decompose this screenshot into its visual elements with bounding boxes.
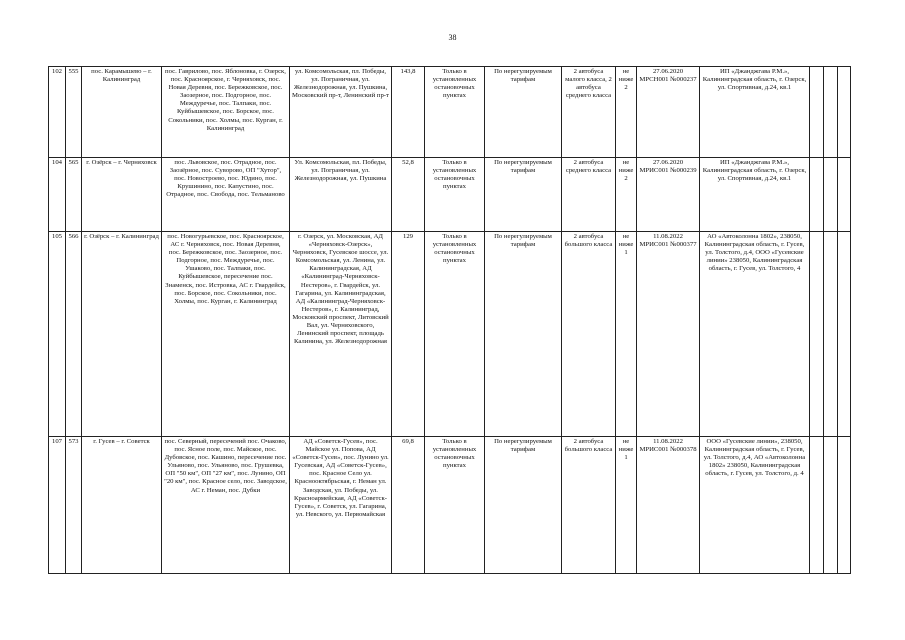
table-row bbox=[49, 232, 851, 437]
boarding-order: Только в установленных остановочных пунктах bbox=[425, 437, 485, 574]
streets: Ул. Комсомольская, пл. Победы, ул. Пограничная, ул. Железнодорожная, ул. Пушкина bbox=[290, 158, 392, 232]
empty-cell bbox=[838, 232, 851, 437]
certificate: 11.08.2022 МРИС001 №000377 bbox=[637, 232, 700, 437]
row-number: 105 bbox=[49, 232, 66, 437]
empty-cell bbox=[838, 158, 851, 232]
route-number: 565 bbox=[66, 158, 82, 232]
row-number: 107 bbox=[49, 437, 66, 574]
row-number: 104 bbox=[49, 158, 66, 232]
eco-class: не ниже 2 bbox=[616, 158, 637, 232]
intermediate-stops: пос. Новогурьевское, пос. Красноярское, АС г. Черняховск, пос. Новая Деревня, пос. Бережковское, пос. Заозерное, пос. Подгорное, пос. Междуречье, пос. Ушаково, пос. Талпаки, пос. Куйбышевское, пересечение пос. Знаменск, пос. Истровка, АС г. Гвардейск, пос. Борское, пос. Сокольники, пос. Холмы, пос. Курган, г. Калининград bbox=[162, 232, 290, 437]
carrier: АО «Автоколонна 1802», 238050, Калининградская область, г. Гусев, ул. Толстого, д.4, ООО «Гусевские линии» 238050, Калининградская область, г. Гусев, ул. Толстого, 4 bbox=[700, 232, 810, 437]
boarding-order: Только в установленных остановочных пунктах bbox=[425, 158, 485, 232]
route-name: пос. Карамышево – г. Калининград bbox=[82, 67, 162, 158]
empty-cell bbox=[824, 232, 838, 437]
vehicle-types: 2 автобуса малого класса, 2 автобуса среднего класса bbox=[562, 67, 616, 158]
vehicle-types: 2 автобуса большого класса bbox=[562, 232, 616, 437]
vehicle-types: 2 автобуса большого класса bbox=[562, 437, 616, 574]
routes-table bbox=[48, 66, 851, 574]
empty-cell bbox=[824, 158, 838, 232]
certificate: 27.06.2020 МРИС001 №000239 bbox=[637, 158, 700, 232]
certificate: 27.06.2020 МРСН001 №000237 bbox=[637, 67, 700, 158]
table-row bbox=[49, 158, 851, 232]
eco-class: не ниже 1 bbox=[616, 437, 637, 574]
streets: АД «Советск-Гусев», пос. Майское ул. Попова, АД «Советск-Гусев», пос. Лунино ул. Гусевская, АД «Советск-Гусев», пос. Красное Село ул. Краснооктябрьская, г. Неман ул. Заводская, ул. Победы, ул. Красноармейская, АД «Советск-Гусев», г. Советск, ул. Гагарина, ул. Невского, ул. Первомайская bbox=[290, 437, 392, 574]
certificate: 11.08.2022 МРИС001 №000378 bbox=[637, 437, 700, 574]
empty-cell bbox=[824, 437, 838, 574]
tariff-type: По нерегулируемым тарифам bbox=[485, 67, 562, 158]
empty-cell bbox=[810, 437, 824, 574]
intermediate-stops: пос. Львовское, пос. Отрадное, пос. Заозёрное, пос. Суворово, ОП "Хутор", пос. Новостроево, пос. Юдино, пос. Крушинино, пос. Капустино, пос. Отрадное, пос. Свобода, пос. Тельманово bbox=[162, 158, 290, 232]
empty-cell bbox=[838, 437, 851, 574]
streets: ул. Комсомольская, пл. Победы, ул. Пограничная, ул. Железнодорожная, ул. Пушкина, Московский пр-т, Ленинский пр-т bbox=[290, 67, 392, 158]
route-length: 129 bbox=[392, 232, 425, 437]
empty-cell bbox=[810, 67, 824, 158]
eco-class: не ниже 2 bbox=[616, 67, 637, 158]
carrier: ИП «Джанджгава Р.М.», Калининградская область, г. Озерск, ул. Спортивная, д.24, кв.1 bbox=[700, 158, 810, 232]
route-length: 52,8 bbox=[392, 158, 425, 232]
route-length: 69,8 bbox=[392, 437, 425, 574]
route-name: г. Гусев – г. Советск bbox=[82, 437, 162, 574]
intermediate-stops: пос. Северный, пересечений пос. Очаково, пос. Ясное поле, пос. Майское, пос. Дубовское, пос. Кашино, пересечение пос. Ульяново, пос. Ульяново, пос. Грушевка, ОП "50 км", ОП "27 км", пос. Лунино, ОП "20 км", пос. Красное село, пос. Заводское, АС г. Неман, пос. Дубки bbox=[162, 437, 290, 574]
page-number: 38 bbox=[448, 33, 457, 42]
table-row bbox=[49, 437, 851, 574]
carrier: ООО «Гусевские линии», 238050, Калининградская область, г. Гусев, ул. Толстого, д.4, АО «Автоколонна 1802» 238050, Калининградская область, г. Гусев, ул. Толстого, д. 4 bbox=[700, 437, 810, 574]
route-number: 566 bbox=[66, 232, 82, 437]
route-name: г. Озёрск – г. Черняховск bbox=[82, 158, 162, 232]
eco-class: не ниже 1 bbox=[616, 232, 637, 437]
route-number: 555 bbox=[66, 67, 82, 158]
empty-cell bbox=[810, 158, 824, 232]
carrier: ИП «Джанджгава Р.М.», Калининградская область, г. Озерск, ул. Спортивная, д.24, кв.1 bbox=[700, 67, 810, 158]
table-row bbox=[49, 67, 851, 158]
tariff-type: По нерегулируемым тарифам bbox=[485, 158, 562, 232]
vehicle-types: 2 автобуса среднего класса bbox=[562, 158, 616, 232]
route-name: г. Озёрск – г. Калининград bbox=[82, 232, 162, 437]
boarding-order: Только в установленных остановочных пунктах bbox=[425, 67, 485, 158]
intermediate-stops: пос. Гаврилово, пос. Яблоновка, г. Озерск, пос. Красноярское, г. Черняховск, пос. Новая Деревня, пос. Бережковское, пос. Заозерное, пос. Подгорное, пос. Междуречье, пос. Талпаки, пос. Куйбышевское, пос. Борское, пос. Сокольники, пос. Холмы, пос. Курган, г. Калининград bbox=[162, 67, 290, 158]
tariff-type: По нерегулируемым тарифам bbox=[485, 232, 562, 437]
row-number: 102 bbox=[49, 67, 66, 158]
boarding-order: Только в установленных остановочных пунктах bbox=[425, 232, 485, 437]
empty-cell bbox=[824, 67, 838, 158]
tariff-type: По нерегулируемым тарифам bbox=[485, 437, 562, 574]
route-length: 143,8 bbox=[392, 67, 425, 158]
empty-cell bbox=[838, 67, 851, 158]
empty-cell bbox=[810, 232, 824, 437]
streets: г. Озерск, ул. Московская, АД «Черняховск-Озерск», Черняховск, Гусевское шоссе, ул. Комсомольская, ул. Ленина, ул. Калининградская, АД «Калининград-Черняховск-Нестеров», г. Гвардейск, ул. Гагарина, ул. Калининградская, АД «Калининград-Черняховск-Нестеров», г. Калининград, Московский проспект, Литовский Вал, ул. Черняховского, Ленинский проспект, площадь Калинина, ул. Железнодорожная bbox=[290, 232, 392, 437]
route-number: 573 bbox=[66, 437, 82, 574]
